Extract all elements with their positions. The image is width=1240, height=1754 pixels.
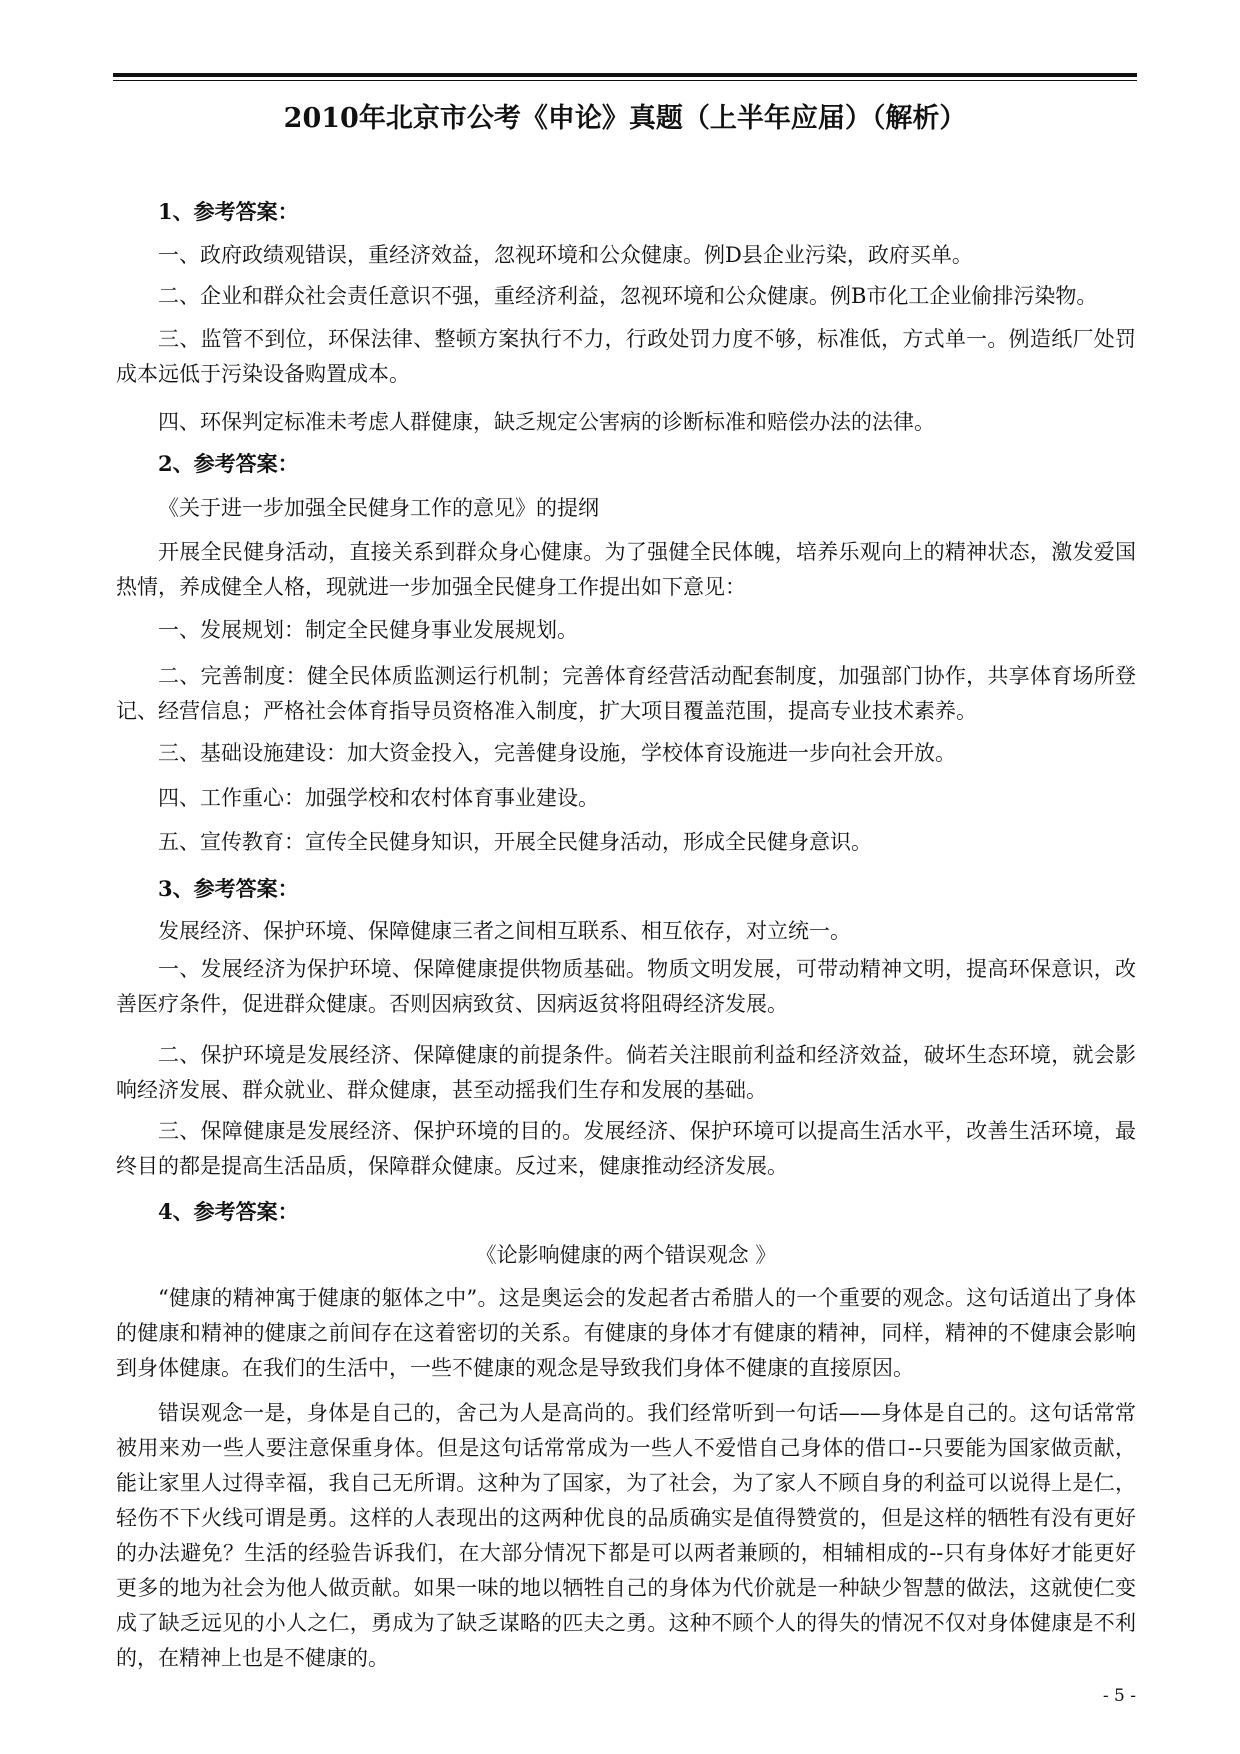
section-3-heading: 3、参考答案： bbox=[158, 876, 299, 901]
section-1-heading: 1、参考答案： bbox=[158, 199, 299, 224]
section-4-heading: 4、参考答案： bbox=[158, 1199, 299, 1224]
header-rule-thick bbox=[113, 73, 1137, 77]
paragraph: 一、政府政绩观错误，重经济效益，忽视环境和公众健康。例D县企业污染，政府买单。 bbox=[158, 243, 973, 267]
header-rule-thin bbox=[113, 80, 1137, 81]
paragraph: 错误观念一是，身体是自己的，舍己为人是高尚的。我们经常听到一句话——身体是自己的。这句话常常被用来劝一些人要注意保重身体。但是这句话常常成为一些人不爱惜自己身体的借口--只要能为国家做贡献，能让家里人过得幸福，我自己无所谓。这种为了国家，为了社会，为了家人不顾自身的利益可以说得上是仁，轻伤不下火线可谓是勇。这样的人表现出的这两种优良的品质确实是值得赞赏的，但是这样的牺牲有没有更好的办法避免？生活的经验告诉我们，在大部分情况下都是可以两者兼顾的，相辅相成的--只有身体好才能更好更多的地为社会为他人做贡献。如果一味的地以牺牲自己的身体为代价就是一种缺少智慧的做法，这就使仁变成了缺乏远见的小人之仁，勇成为了缺乏谋略的匹夫之勇。这种不顾个人的得失的情况不仅对身体健康是不利的，在精神上也是不健康的。 bbox=[116, 1401, 1136, 1670]
essay-title: 《论影响健康的两个错误观念 》 bbox=[475, 1243, 777, 1267]
paragraph: 二、保护环境是发展经济、保障健康的前提条件。倘若关注眼前利益和经济效益，破坏生态环境，就会影响经济发展、群众就业、群众健康，甚至动摇我们生存和发展的基础。 bbox=[116, 1043, 1136, 1102]
paragraph: 五、宣传教育：宣传全民健身知识，开展全民健身活动，形成全民健身意识。 bbox=[158, 830, 872, 854]
paragraph: 发展经济、保护环境、保障健康三者之间相互联系、相互依存，对立统一。 bbox=[158, 919, 851, 943]
section-2-heading: 2、参考答案： bbox=[158, 451, 299, 476]
document-title: 2010年北京市公考《申论》真题（上半年应届）（解析） bbox=[283, 103, 967, 134]
paragraph: 《关于进一步加强全民健身工作的意见》的提纲 bbox=[158, 496, 599, 520]
paragraph: 三、监管不到位，环保法律、整顿方案执行不力，行政处罚力度不够，标准低，方式单一。例造纸厂处罚成本远低于污染设备购置成本。 bbox=[116, 327, 1136, 386]
paragraph: 四、环保判定标准未考虑人群健康，缺乏规定公害病的诊断标准和赔偿办法的法律。 bbox=[158, 410, 935, 434]
paragraph: 三、保障健康是发展经济、保护环境的目的。发展经济、保护环境可以提高生活水平，改善生活环境，最终目的都是提高生活品质，保障群众健康。反过来，健康推动经济发展。 bbox=[116, 1119, 1136, 1178]
paragraph: 一、发展经济为保护环境、保障健康提供物质基础。物质文明发展，可带动精神文明，提高环保意识，改善医疗条件，促进群众健康。否则因病致贫、因病返贫将阻碍经济发展。 bbox=[116, 957, 1136, 1016]
paragraph: 一、发展规划：制定全民健身事业发展规划。 bbox=[158, 618, 578, 642]
page-number: - 5 - bbox=[1102, 1686, 1136, 1706]
paragraph: 二、企业和群众社会责任意识不强，重经济利益，忽视环境和公众健康。例B市化工企业偷排污染物。 bbox=[158, 284, 1098, 308]
paragraph: 二、完善制度：健全民体质监测运行机制；完善体育经营活动配套制度，加强部门协作，共享体育场所登记、经营信息；严格社会体育指导员资格准入制度，扩大项目覆盖范围，提高专业技术素养。 bbox=[116, 664, 1136, 723]
paragraph: 四、工作重心：加强学校和农村体育事业建设。 bbox=[158, 786, 599, 810]
paragraph: 开展全民健身活动，直接关系到群众身心健康。为了强健全民体魄，培养乐观向上的精神状态，激发爱国热情，养成健全人格，现就进一步加强全民健身工作提出如下意见： bbox=[116, 540, 1136, 599]
paragraph: 三、基础设施建设：加大资金投入，完善健身设施，学校体育设施进一步向社会开放。 bbox=[158, 741, 956, 765]
paragraph: “健康的精神寓于健康的躯体之中”。这是奥运会的发起者古希腊人的一个重要的观念。这句话道出了身体的健康和精神的健康之前间存在这着密切的关系。有健康的身体才有健康的精神，同样，精神的不健康会影响到身体健康。在我们的生活中，一些不健康的观念是导致我们身体不健康的直接原因。 bbox=[116, 1286, 1136, 1380]
